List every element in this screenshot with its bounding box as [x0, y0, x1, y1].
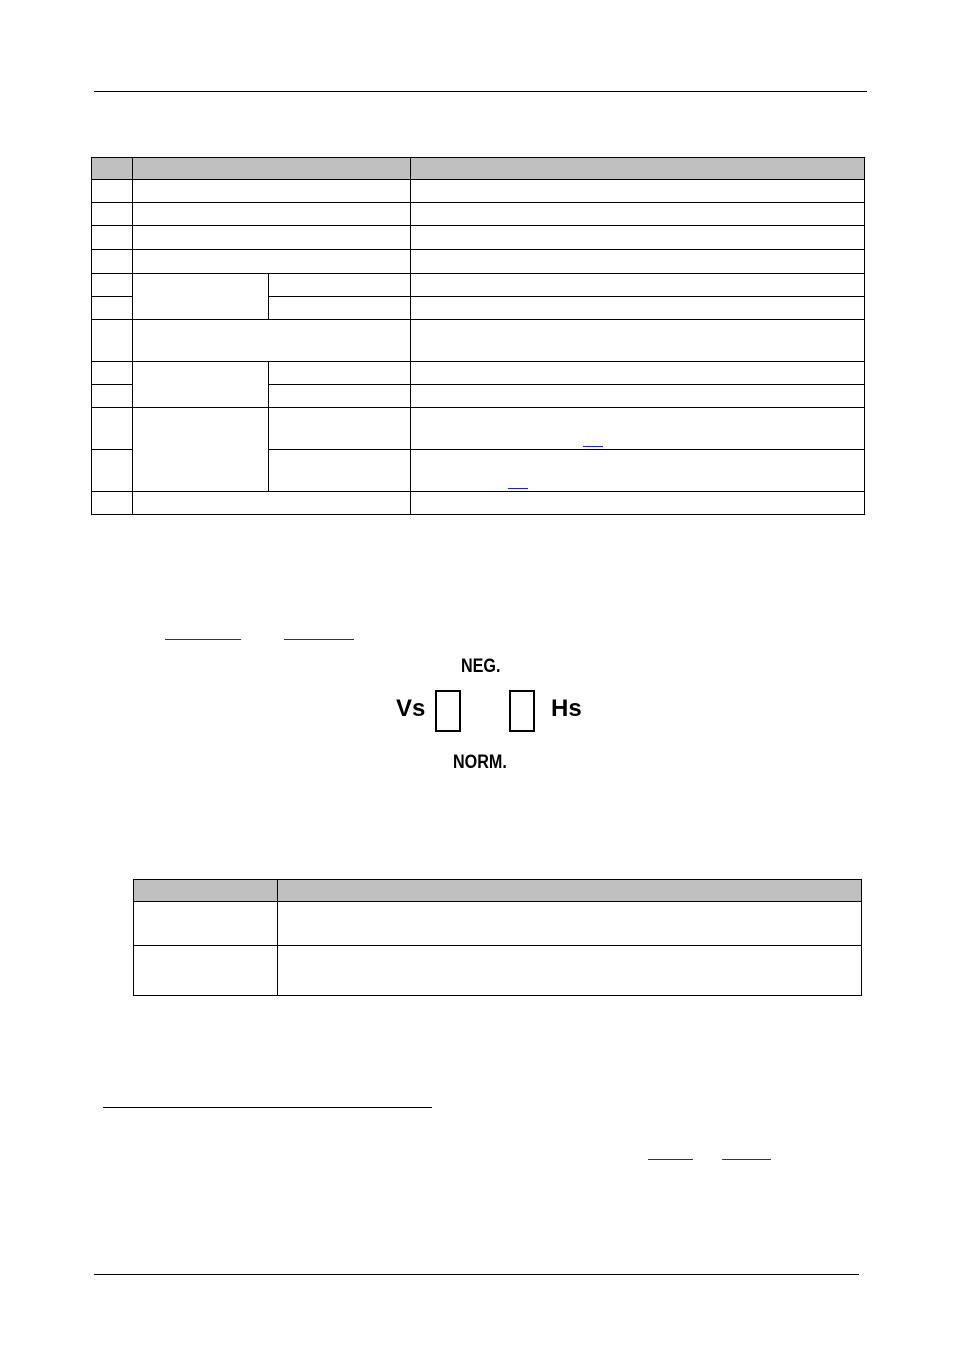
header-rule — [94, 91, 867, 92]
table-row — [92, 250, 865, 274]
figure-link[interactable] — [284, 639, 354, 640]
table-header-cell — [92, 158, 133, 180]
table-link[interactable] — [583, 446, 603, 447]
table-row — [92, 492, 865, 515]
vs-switch[interactable] — [435, 690, 461, 732]
footnote-link[interactable] — [648, 1159, 693, 1160]
table-header-cell — [411, 158, 865, 180]
table-header-cell — [134, 880, 278, 902]
table-header-row — [134, 880, 862, 902]
table-header-cell — [133, 158, 411, 180]
table-row — [92, 408, 865, 450]
table-row — [134, 946, 862, 996]
table-row — [92, 203, 865, 226]
table-row — [92, 320, 865, 362]
figure-link[interactable] — [165, 639, 241, 640]
table-row — [92, 362, 865, 385]
table-row — [134, 902, 862, 946]
switch-settings-table — [133, 879, 862, 996]
footnote-separator — [103, 1107, 432, 1108]
vs-label: Vs — [396, 695, 426, 722]
hs-label: Hs — [551, 695, 582, 722]
table-row — [92, 274, 865, 297]
table-header-row — [92, 158, 865, 180]
neg-label: NEG. — [461, 656, 501, 677]
table-header-cell — [278, 880, 862, 902]
norm-label: NORM. — [453, 752, 507, 773]
hs-switch[interactable] — [509, 690, 535, 732]
footnote-link[interactable] — [722, 1159, 771, 1160]
specification-table — [91, 157, 865, 515]
table-link[interactable] — [508, 488, 528, 489]
footer-rule — [94, 1274, 859, 1275]
table-row — [92, 180, 865, 203]
table-row — [92, 226, 865, 250]
